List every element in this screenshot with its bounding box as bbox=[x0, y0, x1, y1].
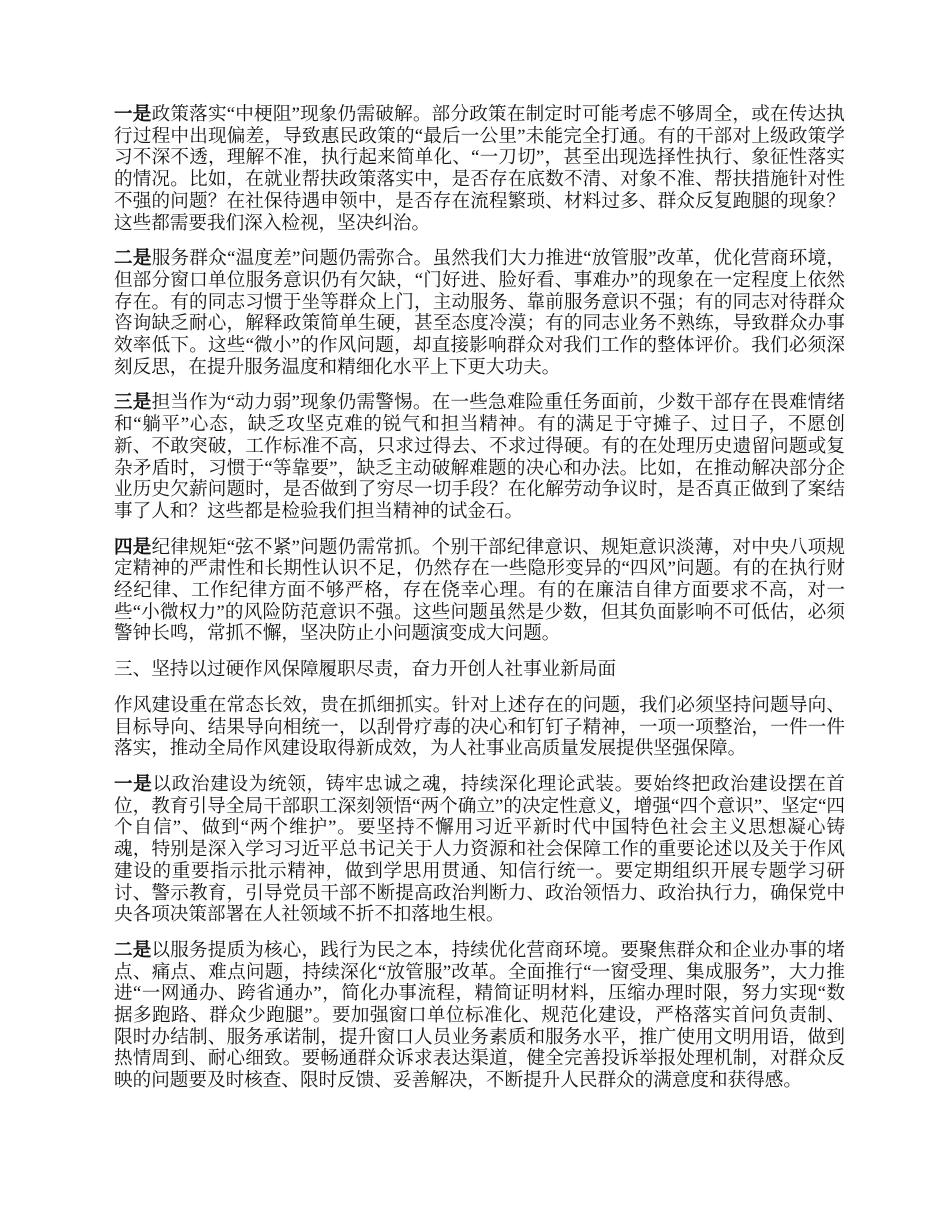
paragraph-text: 政策落实“中梗阻”现象仍需破解。部分政策在制定时可能考虑不够周全，或在传达执行过程中出现偏差，导致惠民政策的“最后一公里”未能完全打通。有的干部对上级政策学习不深不透，理解不准，执行起来简单化、“一刀切”，甚至出现选择性执行、象征性落实的情况。比如，在就业帮扶政策落实中，是否存在底数不清、对象不准、帮扶措施针对性不强的问题？在社保待遇申领中，是否存在流程繁琐、材料过多、群众反复跑腿的现象？这些都需要我们深入检视，坚决纠治。 bbox=[114, 104, 845, 234]
paragraph-text: 以政治建设为统领，铸牢忠诚之魂，持续深化理论武装。要始终把政治建设摆在首位，教育引导全局干部职工深刻领悟“两个确立”的决定性意义，增强“四个意识”、坚定“四个自信”、做到“两个维护”。要坚持不懈用习近平新时代中国特色社会主义思想凝心铸魂，特别是深入学习习近平总书记关于人力资源和社会保障工作的重要论述以及关于作风建设的重要指示批示精神，做到学思用贯通、知信行统一。要定期组织开展专题学习研讨、警示教育，引导党员干部不断提高政治判断力、政治领悟力、政治执行力，确保党中央各项决策部署在人社领域不折不扣落地生根。 bbox=[114, 773, 845, 926]
paragraph-text: 担当作为“动力弱”现象仍需警惕。在一些急难险重任务面前，少数干部存在畏难情绪和“躺平”心态，缺乏攻坚克难的锐气和担当精神。有的满足于守摊子、过日子，不愿创新、不敢突破，工作标准不高，只求过得去、不求过得硬。有的在处理历史遗留问题或复杂矛盾时，习惯于“等靠要”，缺乏主动破解难题的决心和办法。比如，在推动解决部分企业历史欠薪问题时，是否做到了穷尽一切手段？在化解劳动争议时，是否真正做到了案结事了人和？这些都是检验我们担当精神的试金石。 bbox=[114, 392, 845, 522]
paragraph-service-gap bbox=[114, 248, 845, 378]
paragraph-service-quality bbox=[114, 940, 845, 1092]
section-three-heading bbox=[114, 659, 845, 681]
paragraph-lead: 三是 bbox=[114, 392, 152, 414]
paragraph-responsibility-weakness bbox=[114, 392, 845, 522]
paragraph-text: 以服务提质为核心，践行为民之本，持续优化营商环境。要聚焦群众和企业办事的堵点、痛点、难点问题，持续深化“放管服”改革。全面推行“一窗受理、集成服务”，大力推进“一网通办、跨省通办”，简化办事流程，精简证明材料，压缩办理时限，努力实现“数据多跑路、群众少跑腿”。要加强窗口单位标准化、规范化建设，严格落实首问负责制、限时办结制、服务承诺制，提升窗口人员业务素质和服务水平，推广使用文明用语，做到热情周到、耐心细致。要畅通群众诉求表达渠道，健全完善投诉举报处理机制，对群众反映的问题要及时核查、限时反馈、妥善解决，不断提升人民群众的满意度和获得感。 bbox=[114, 939, 845, 1092]
paragraph-text: 服务群众“温度差”问题仍需弥合。虽然我们大力推进“放管服”改革，优化营商环境，但部分窗口单位服务意识仍有欠缺，“门好进、脸好看、事难办”的现象在一定程度上依然存在。有的同志习惯于坐等群众上门，主动服务、靠前服务意识不强；有的同志对待群众咨询缺乏耐心，解释政策简单生硬，甚至态度冷漠；有的同志业务不熟练，导致群众办事效率低下。这些“微小”的作风问题，却直接影响群众对我们工作的整体评价。我们必须深刻反思，在提升服务温度和精细化水平上下更大功夫。 bbox=[114, 248, 845, 378]
paragraph-text: 作风建设重在常态长效，贵在抓细抓实。针对上述存在的问题，我们必须坚持问题导向、目标导向、结果导向相统一，以刮骨疗毒的决心和钉钉子精神，一项一项整治，一件一件落实，推动全局作风建设取得新成效，为人社事业高质量发展提供坚强保障。 bbox=[114, 694, 845, 760]
paragraph-lead: 一是 bbox=[114, 773, 153, 795]
document-body bbox=[114, 104, 845, 1092]
paragraph-political-building bbox=[114, 774, 845, 926]
paragraph-discipline bbox=[114, 537, 845, 646]
paragraph-lead: 四是 bbox=[114, 536, 152, 558]
paragraph-text: 纪律规矩“弦不紧”问题仍需常抓。个别干部纪律意识、规矩意识淡薄，对中央八项规定精神的严肃性和长期性认识不足，仍然存在一些隐形变异的“四风”问题。有的在执行财经纪律、工作纪律方面不够严格，存在侥幸心理。有的在廉洁自律方面要求不高，对一些“小微权力”的风险防范意识不强。这些问题虽然是少数，但其负面影响不可低估，必须警钟长鸣，常抓不懈，坚决防止小问题演变成大问题。 bbox=[114, 536, 845, 645]
paragraph-policy-implementation bbox=[114, 104, 845, 234]
heading-text: 三、坚持以过硬作风保障履职尽责，奋力开创人社事业新局面 bbox=[114, 659, 617, 681]
paragraph-section-intro bbox=[114, 695, 845, 760]
paragraph-lead: 二是 bbox=[114, 939, 152, 961]
paragraph-lead: 一是 bbox=[114, 104, 152, 125]
paragraph-lead: 二是 bbox=[114, 248, 152, 270]
